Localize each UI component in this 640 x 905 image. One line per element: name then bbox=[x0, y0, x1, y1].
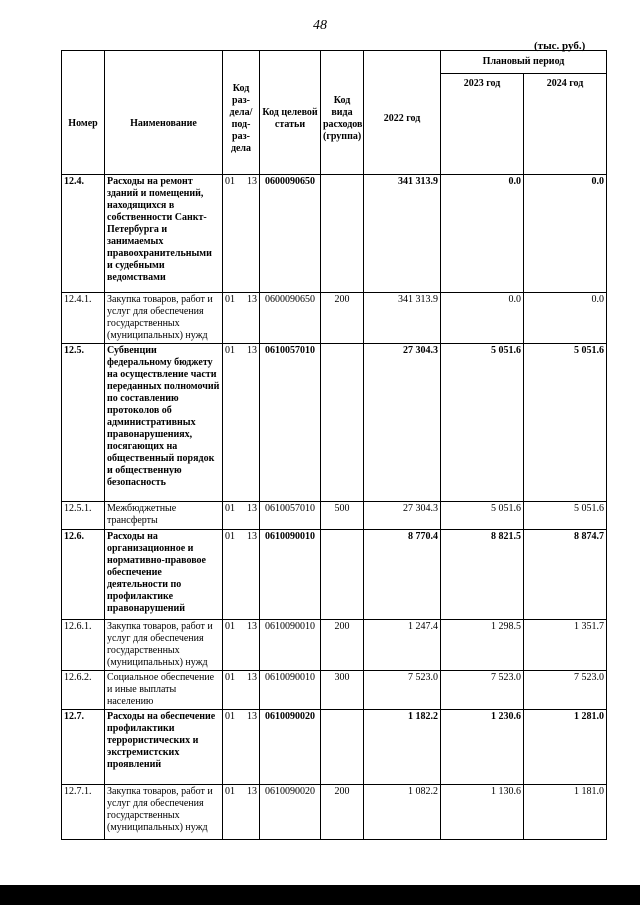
row-value-2023: 1 130.6 bbox=[441, 785, 524, 840]
budget-table bbox=[61, 50, 607, 840]
row-podrazdel: 13 bbox=[247, 711, 257, 722]
row-expense-type: 300 bbox=[321, 671, 364, 710]
row-section bbox=[223, 502, 260, 530]
row-section bbox=[223, 710, 260, 785]
row-number: 12.6. bbox=[62, 530, 105, 620]
page-number: 48 bbox=[313, 18, 327, 33]
row-name: Расходы на обеспечение профилактики террористических и экстремистских проявлений bbox=[105, 710, 223, 785]
row-target-code: 0610090010 bbox=[260, 530, 321, 620]
row-value-2023: 8 821.5 bbox=[441, 530, 524, 620]
header-target: Код целевой статьи bbox=[260, 51, 321, 175]
row-podrazdel: 13 bbox=[247, 621, 257, 632]
row-name: Расходы на ремонт зданий и помещений, находящихся в собственности Санкт-Петербурга и занимаемых правоохранительными и судебными ведомствами bbox=[105, 175, 223, 293]
row-expense-type: 200 bbox=[321, 620, 364, 671]
row-razdel: 01 bbox=[225, 711, 235, 722]
row-razdel: 01 bbox=[225, 531, 235, 542]
row-podrazdel: 13 bbox=[247, 294, 257, 305]
row-name: Закупка товаров, работ и услуг для обеспечения государственных (муниципальных) нужд bbox=[105, 785, 223, 840]
row-section bbox=[223, 530, 260, 620]
row-section bbox=[223, 175, 260, 293]
row-expense-type: 200 bbox=[321, 293, 364, 344]
row-section bbox=[223, 293, 260, 344]
row-section bbox=[223, 620, 260, 671]
header-section: Код раз- дела/ под- раз- дела bbox=[223, 51, 260, 175]
row-target-code: 0610090010 bbox=[260, 620, 321, 671]
row-name: Субвенции федеральному бюджету на осуществление части переданных полномочий по составлению протоколов об административных правонарушениях, посягающих на общественный порядок и общественную безопасность bbox=[105, 344, 223, 502]
row-value-2024: 5 051.6 bbox=[524, 344, 607, 502]
row-expense-type bbox=[321, 530, 364, 620]
row-podrazdel: 13 bbox=[247, 672, 257, 683]
row-value-2024: 0.0 bbox=[524, 175, 607, 293]
header-number: Номер bbox=[62, 51, 105, 175]
row-value-2024: 1 181.0 bbox=[524, 785, 607, 840]
row-expense-type: 500 bbox=[321, 502, 364, 530]
row-value-2022: 341 313.9 bbox=[364, 175, 441, 293]
row-value-2022: 27 304.3 bbox=[364, 344, 441, 502]
row-name: Социальное обеспечение и иные выплаты населению bbox=[105, 671, 223, 710]
row-value-2024: 1 281.0 bbox=[524, 710, 607, 785]
table-row bbox=[62, 175, 607, 293]
row-number: 12.7. bbox=[62, 710, 105, 785]
row-razdel: 01 bbox=[225, 345, 235, 356]
table-row bbox=[62, 620, 607, 671]
scan-bottom-edge bbox=[0, 885, 640, 905]
table-row bbox=[62, 344, 607, 502]
table-row bbox=[62, 785, 607, 840]
row-value-2023: 1 298.5 bbox=[441, 620, 524, 671]
row-value-2023: 5 051.6 bbox=[441, 344, 524, 502]
row-name: Расходы на организационное и нормативно-правовое обеспечение деятельности по профилактике правонарушений bbox=[105, 530, 223, 620]
row-razdel: 01 bbox=[225, 672, 235, 683]
row-value-2022: 8 770.4 bbox=[364, 530, 441, 620]
header-2023: 2023 год bbox=[441, 74, 524, 175]
row-number: 12.7.1. bbox=[62, 785, 105, 840]
row-section bbox=[223, 671, 260, 710]
row-name: Закупка товаров, работ и услуг для обеспечения государственных (муниципальных) нужд bbox=[105, 293, 223, 344]
row-target-code: 0600090650 bbox=[260, 293, 321, 344]
row-value-2023: 1 230.6 bbox=[441, 710, 524, 785]
row-name: Закупка товаров, работ и услуг для обеспечения государственных (муниципальных) нужд bbox=[105, 620, 223, 671]
row-value-2024: 0.0 bbox=[524, 293, 607, 344]
row-expense-type bbox=[321, 175, 364, 293]
row-podrazdel: 13 bbox=[247, 786, 257, 797]
row-value-2023: 5 051.6 bbox=[441, 502, 524, 530]
row-value-2022: 1 082.2 bbox=[364, 785, 441, 840]
row-target-code: 0610090020 bbox=[260, 785, 321, 840]
row-value-2024: 1 351.7 bbox=[524, 620, 607, 671]
row-value-2022: 1 247.4 bbox=[364, 620, 441, 671]
row-value-2024: 8 874.7 bbox=[524, 530, 607, 620]
row-target-code: 0610090010 bbox=[260, 671, 321, 710]
header-2022: 2022 год bbox=[364, 51, 441, 175]
row-section bbox=[223, 785, 260, 840]
row-razdel: 01 bbox=[225, 503, 235, 514]
table-row bbox=[62, 293, 607, 344]
row-section bbox=[223, 344, 260, 502]
row-target-code: 0600090650 bbox=[260, 175, 321, 293]
row-value-2022: 1 182.2 bbox=[364, 710, 441, 785]
row-expense-type bbox=[321, 710, 364, 785]
row-value-2023: 7 523.0 bbox=[441, 671, 524, 710]
row-value-2024: 7 523.0 bbox=[524, 671, 607, 710]
row-razdel: 01 bbox=[225, 176, 235, 187]
row-value-2022: 341 313.9 bbox=[364, 293, 441, 344]
header-expense-type: Код вида расходов (группа) bbox=[321, 51, 364, 175]
row-podrazdel: 13 bbox=[247, 531, 257, 542]
row-podrazdel: 13 bbox=[247, 345, 257, 356]
table-row bbox=[62, 710, 607, 785]
row-value-2023: 0.0 bbox=[441, 175, 524, 293]
row-number: 12.5.1. bbox=[62, 502, 105, 530]
row-value-2022: 7 523.0 bbox=[364, 671, 441, 710]
row-target-code: 0610057010 bbox=[260, 344, 321, 502]
row-target-code: 0610090020 bbox=[260, 710, 321, 785]
table-row bbox=[62, 502, 607, 530]
header-name: Наименование bbox=[105, 51, 223, 175]
row-value-2022: 27 304.3 bbox=[364, 502, 441, 530]
row-name: Межбюджетные трансферты bbox=[105, 502, 223, 530]
row-number: 12.5. bbox=[62, 344, 105, 502]
row-number: 12.6.1. bbox=[62, 620, 105, 671]
row-number: 12.4.1. bbox=[62, 293, 105, 344]
row-razdel: 01 bbox=[225, 621, 235, 632]
row-podrazdel: 13 bbox=[247, 176, 257, 187]
row-number: 12.6.2. bbox=[62, 671, 105, 710]
table-row bbox=[62, 671, 607, 710]
header-plan-period: Плановый период bbox=[441, 51, 607, 74]
row-podrazdel: 13 bbox=[247, 503, 257, 514]
row-razdel: 01 bbox=[225, 786, 235, 797]
row-value-2024: 5 051.6 bbox=[524, 502, 607, 530]
units-label: (тыс. руб.) bbox=[534, 40, 586, 52]
row-razdel: 01 bbox=[225, 294, 235, 305]
row-number: 12.4. bbox=[62, 175, 105, 293]
header-2024: 2024 год bbox=[524, 74, 607, 175]
table-row bbox=[62, 530, 607, 620]
row-value-2023: 0.0 bbox=[441, 293, 524, 344]
row-expense-type bbox=[321, 344, 364, 502]
row-expense-type: 200 bbox=[321, 785, 364, 840]
row-target-code: 0610057010 bbox=[260, 502, 321, 530]
